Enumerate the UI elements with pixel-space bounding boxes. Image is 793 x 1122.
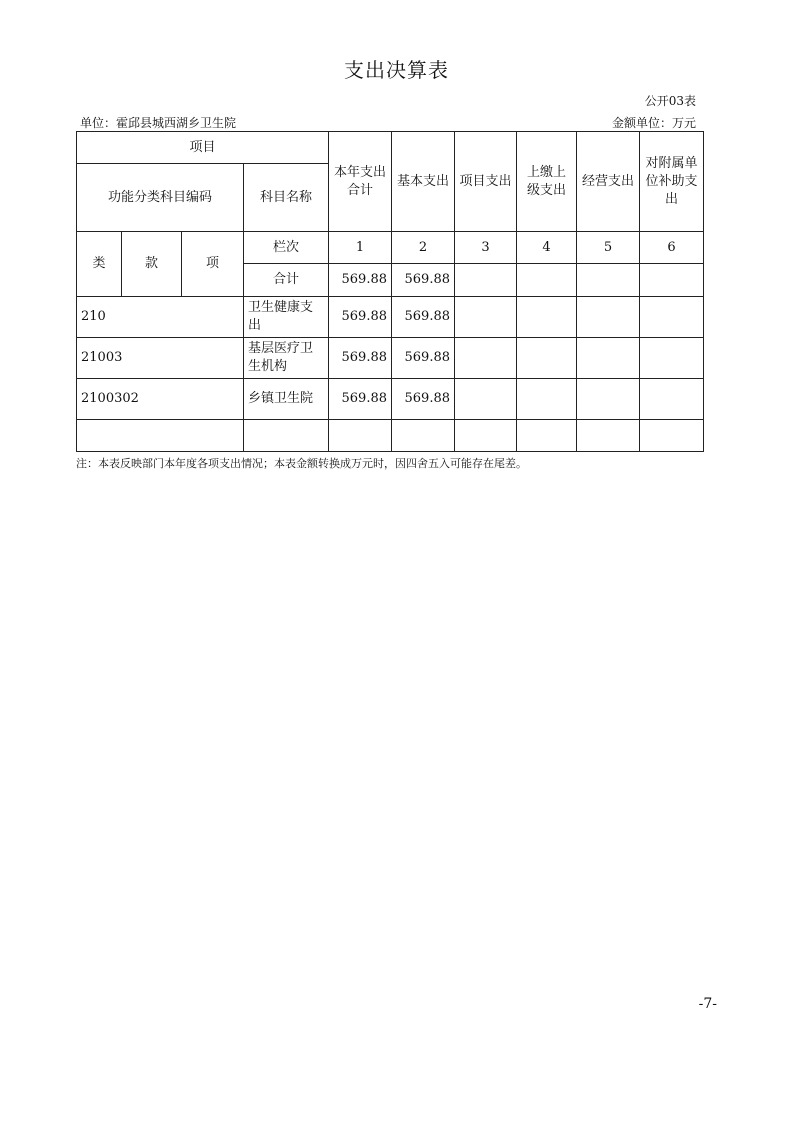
table-row bbox=[77, 338, 704, 379]
amount-unit: 金额单位：万元 bbox=[611, 116, 696, 130]
header-item: 项目 bbox=[77, 132, 329, 164]
row-name: 乡镇卫生院 bbox=[244, 379, 329, 420]
row-total: 569.88 bbox=[329, 297, 392, 338]
row-name: 卫生健康支出 bbox=[244, 297, 329, 338]
expenditure-table bbox=[76, 131, 704, 452]
row-name: 基层医疗卫生机构 bbox=[244, 338, 329, 379]
row-total: 569.88 bbox=[329, 338, 392, 379]
total-amount: 569.88 bbox=[329, 264, 392, 297]
row-total: 569.88 bbox=[329, 379, 392, 420]
col-num: 4 bbox=[517, 232, 577, 264]
empty-row bbox=[77, 420, 704, 452]
page-number: -7- bbox=[698, 996, 717, 1012]
col-num: 5 bbox=[577, 232, 640, 264]
header-xiang: 项 bbox=[182, 232, 244, 297]
header-lanci: 栏次 bbox=[244, 232, 329, 264]
table-row bbox=[77, 297, 704, 338]
col-num: 1 bbox=[329, 232, 392, 264]
header-subsidy: 对附属单位补助支出 bbox=[640, 132, 704, 232]
header-project: 项目支出 bbox=[455, 132, 517, 232]
row-code: 2100302 bbox=[77, 379, 244, 420]
header-subject-name: 科目名称 bbox=[244, 164, 329, 232]
table-note: 注：本表反映部门本年度各项支出情况；本表金额转换成万元时，因四舍五入可能存在尾差。 bbox=[76, 457, 527, 470]
header-kuan: 款 bbox=[122, 232, 182, 297]
header-upper: 上缴上级支出 bbox=[517, 132, 577, 232]
row-code: 210 bbox=[77, 297, 244, 338]
page-title: 支出决算表 bbox=[344, 58, 449, 82]
row-basic: 569.88 bbox=[392, 338, 455, 379]
col-num: 6 bbox=[640, 232, 704, 264]
row-code: 21003 bbox=[77, 338, 244, 379]
header-basic: 基本支出 bbox=[392, 132, 455, 232]
header-lei: 类 bbox=[77, 232, 122, 297]
header-total: 本年支出合计 bbox=[329, 132, 392, 232]
total-label: 合计 bbox=[244, 264, 329, 297]
form-number: 公开03表 bbox=[644, 94, 696, 108]
total-basic: 569.88 bbox=[392, 264, 455, 297]
reporting-unit: 单位：霍邱县城西湖乡卫生院 bbox=[80, 116, 237, 130]
row-basic: 569.88 bbox=[392, 297, 455, 338]
header-business: 经营支出 bbox=[577, 132, 640, 232]
col-num: 2 bbox=[392, 232, 455, 264]
row-basic: 569.88 bbox=[392, 379, 455, 420]
col-num: 3 bbox=[455, 232, 517, 264]
header-func-code: 功能分类科目编码 bbox=[77, 164, 244, 232]
table-row bbox=[77, 379, 704, 420]
